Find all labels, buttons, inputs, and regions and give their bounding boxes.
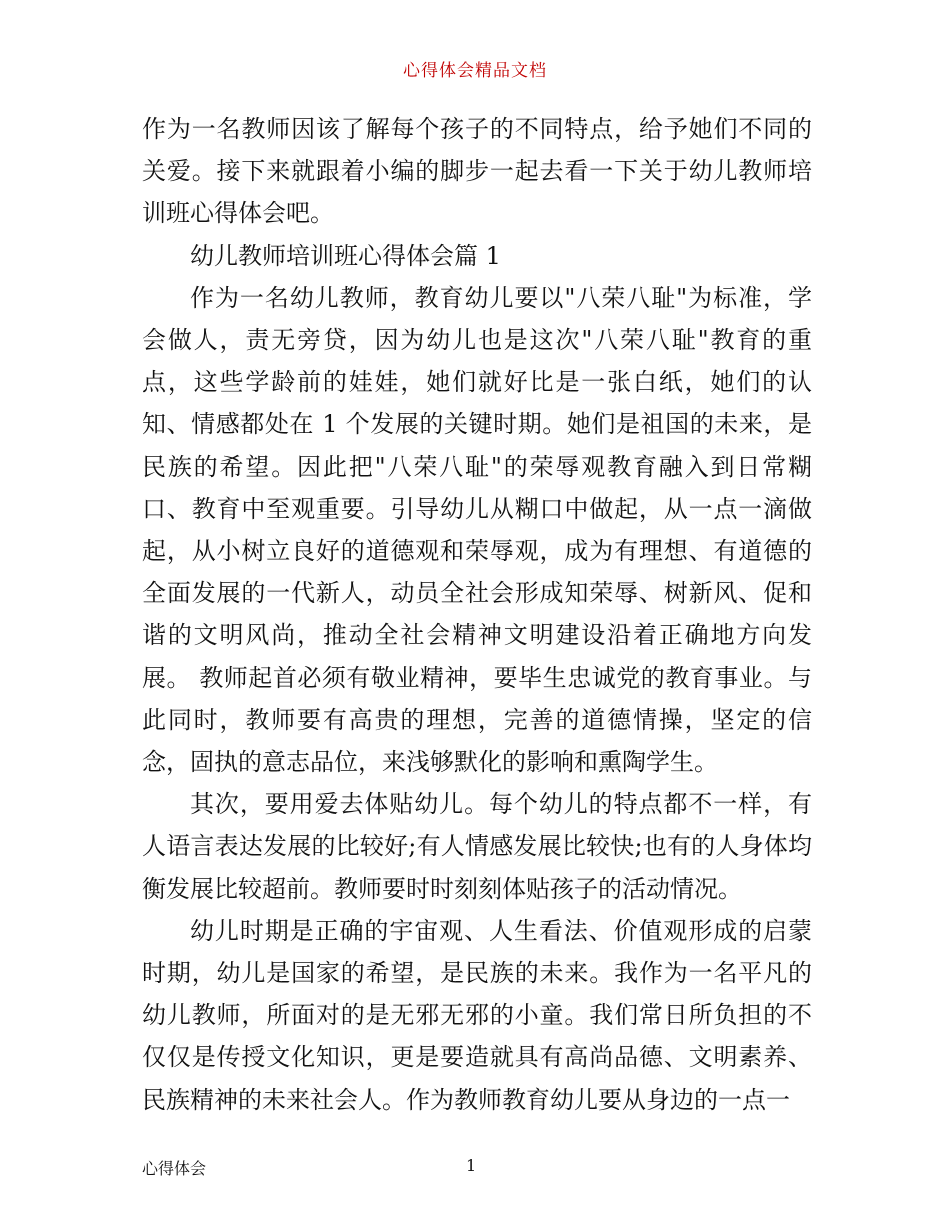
page-header-title: 心得体会精品文档	[403, 61, 547, 81]
paragraph-1: 作为一名幼儿教师，教育幼儿要以"八荣八耻"为标准，学会做人，责无旁贷，因为幼儿也是这次"八荣八耻"教育的重点，这些学龄前的娃娃，她们就好比是一张白纸，她们的认知、情感都处在 1 个发展的关键时期。她们是祖国的未来，是民族的希望。因此把"八荣八耻"的荣辱观教育融入到日常糊口、教育中至观重要。引导幼儿从糊口中做起，从一点一滴做起，从小树立良好的道德观和荣辱观，成为有理想、有道德的全面发展的一代新人，动员全社会形成知荣辱、树新风、促和谐的文明风尚，推动全社会精神文明建设沿着正确地方向发展。 教师起首必须有敬业精神，要毕生忠诚党的教育事业。与此同时，教师要有高贵的理想，完善的道德情操，坚定的信念，固执的意志品位，来浅够默化的影响和熏陶学生。	[142, 283, 812, 777]
document-body	[142, 108, 812, 1121]
paragraph-3: 幼儿时期是正确的宇宙观、人生看法、价值观形成的启蒙时期，幼儿是国家的希望，是民族的未来。我作为一名平凡的幼儿教师，所面对的是无邪无邪的小童。我们常日所负担的不仅仅是传授文化知识，更是要造就具有高尚品德、文明素养、民族精神的未来社会人。作为教师教育幼儿要从身边的一点一	[142, 916, 812, 1114]
section-heading: 幼儿教师培训班心得体会篇 1	[190, 241, 501, 270]
paragraph-2: 其次，要用爱去体贴幼儿。每个幼儿的特点都不一样，有人语言表达发展的比较好;有人情感发展比较快;也有的人身体均衡发展比较超前。教师要时时刻刻体贴孩子的活动情况。	[142, 790, 812, 903]
paragraph-intro: 作为一名教师因该了解每个孩子的不同特点，给予她们不同的关爱。接下来就跟着小编的脚步一起去看一下关于幼儿教师培训班心得体会吧。	[142, 115, 812, 228]
page-number: 1	[466, 1156, 477, 1175]
footer-label: 心得体会	[142, 1159, 207, 1178]
